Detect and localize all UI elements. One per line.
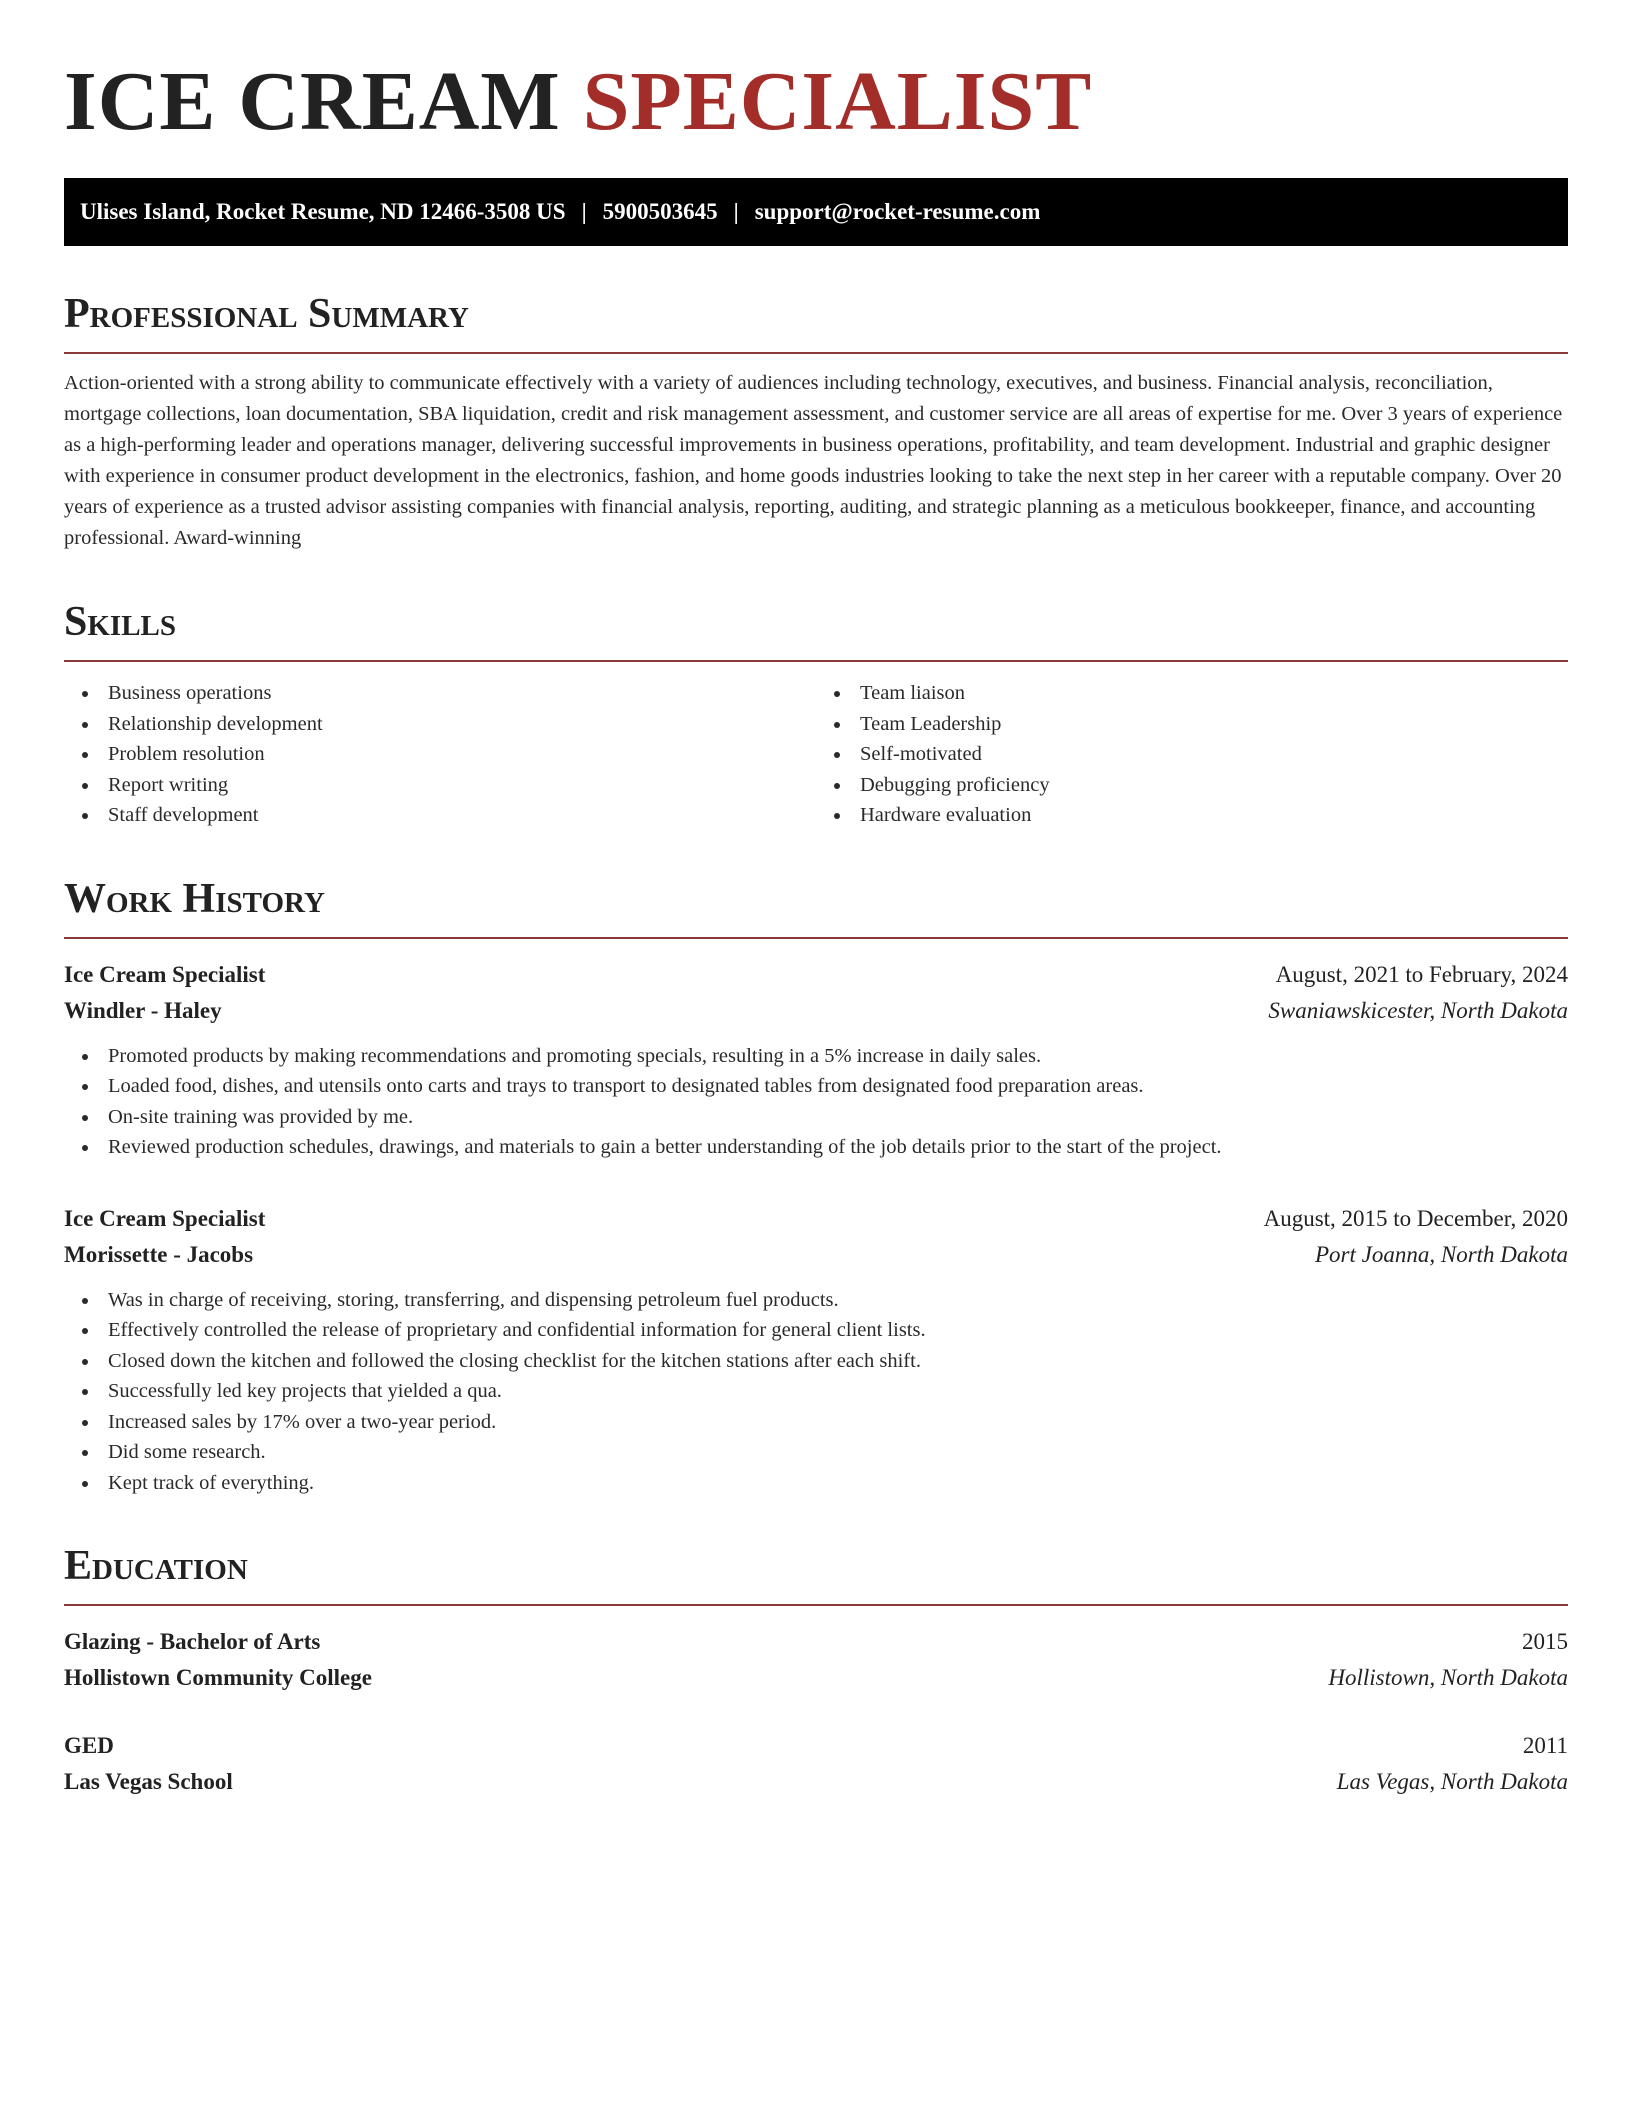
skills-heading: Skills <box>64 598 1568 662</box>
skill-item: Hardware evaluation <box>816 800 1568 831</box>
education-header <box>64 1728 1568 1764</box>
job-duty: Reviewed production schedules, drawings, and materials to gain a better understanding of the job details prior to the start of the project. <box>64 1132 1568 1163</box>
education-subheader <box>64 1764 1568 1800</box>
skill-item: Relationship development <box>64 709 816 740</box>
job-header <box>64 1201 1568 1237</box>
job-location: Port Joanna, North Dakota <box>1315 1241 1568 1267</box>
skills-column-left <box>64 678 816 831</box>
job-entry <box>64 957 1568 1163</box>
job-duty: Did some research. <box>64 1437 1568 1468</box>
education-school: Las Vegas School <box>64 1769 233 1794</box>
title-first: ICE CREAM <box>64 55 561 148</box>
job-location: Swaniawskicester, North Dakota <box>1268 997 1568 1023</box>
education-degree: GED <box>64 1733 114 1758</box>
contact-phone: 5900503645 <box>602 199 718 224</box>
job-dates: August, 2015 to December, 2020 <box>1263 1205 1568 1231</box>
job-subheader <box>64 1237 1568 1273</box>
skill-item: Team Leadership <box>816 709 1568 740</box>
summary-heading: Professional Summary <box>64 290 1568 354</box>
job-company: Windler - Haley <box>64 997 222 1023</box>
skill-item: Report writing <box>64 770 816 801</box>
education-heading: Education <box>64 1542 1568 1606</box>
job-entry <box>64 1201 1568 1499</box>
title-last: SPECIALIST <box>582 55 1093 148</box>
education-year: 2011 <box>1522 1733 1568 1758</box>
education-subheader <box>64 1660 1568 1696</box>
skill-item: Debugging proficiency <box>816 770 1568 801</box>
education-entry <box>64 1624 1568 1696</box>
education-section <box>64 1542 1568 1800</box>
contact-separator: | <box>581 199 587 224</box>
resume-title <box>64 52 1568 152</box>
job-company: Morissette - Jacobs <box>64 1241 254 1267</box>
education-degree: Glazing - Bachelor of Arts <box>64 1629 321 1654</box>
job-position: Ice Cream Specialist <box>64 1205 266 1231</box>
job-duty: On-site training was provided by me. <box>64 1102 1568 1133</box>
skills-list <box>64 678 1568 831</box>
skill-item: Self-motivated <box>816 739 1568 770</box>
work-history-heading: Work History <box>64 875 1568 939</box>
skill-item: Staff development <box>64 800 816 831</box>
skills-section <box>64 598 1568 831</box>
job-dates: August, 2021 to February, 2024 <box>1275 961 1568 987</box>
contact-separator: | <box>733 199 739 224</box>
summary-section <box>64 290 1568 554</box>
skill-item: Business operations <box>64 678 816 709</box>
contact-bar <box>64 178 1568 246</box>
contact-email: support@rocket-resume.com <box>754 199 1041 224</box>
job-duty: Was in charge of receiving, storing, transferring, and dispensing petroleum fuel products. <box>64 1285 1568 1316</box>
job-duty: Loaded food, dishes, and utensils onto carts and trays to transport to designated tables from designated food preparation areas. <box>64 1071 1568 1102</box>
work-history-section <box>64 875 1568 1499</box>
job-subheader <box>64 993 1568 1029</box>
contact-address: Ulises Island, Rocket Resume, ND 12466-3508 US <box>80 199 566 224</box>
job-duty: Promoted products by making recommendations and promoting specials, resulting in a 5% increase in daily sales. <box>64 1041 1568 1072</box>
education-header <box>64 1624 1568 1660</box>
education-location: Las Vegas, North Dakota <box>1336 1769 1568 1794</box>
skill-item: Problem resolution <box>64 739 816 770</box>
education-location: Hollistown, North Dakota <box>1328 1665 1568 1690</box>
skills-column-right <box>816 678 1568 831</box>
job-duties <box>64 1285 1568 1499</box>
education-school: Hollistown Community College <box>64 1665 372 1690</box>
skill-item: Team liaison <box>816 678 1568 709</box>
job-duty: Increased sales by 17% over a two-year period. <box>64 1407 1568 1438</box>
job-duty: Effectively controlled the release of proprietary and confidential information for general client lists. <box>64 1315 1568 1346</box>
job-position: Ice Cream Specialist <box>64 961 266 987</box>
education-year: 2015 <box>1522 1629 1568 1654</box>
job-duty: Kept track of everything. <box>64 1468 1568 1499</box>
job-duties <box>64 1041 1568 1163</box>
summary-text: Action-oriented with a strong ability to communicate effectively with a variety of audiences including technology, executives, and business. Financial analysis, reconciliation, mortgage collections, loan documentation, SBA liquidation, credit and risk management assessment, and customer service are all areas of expertise for me. Over 3 years of experience as a high-performing leader and operations manager, delivering successful improvements in business operations, profitability, and team development. Industrial and graphic designer with experience in consumer product development in the electronics, fashion, and home goods industries looking to take the next step in her career with a reputable company. Over 20 years of experience as a trusted advisor assisting companies with financial analysis, reporting, auditing, and strategic planning as a meticulous bookkeeper, finance, and accounting professional. Award-winning <box>64 372 1563 549</box>
education-entry <box>64 1728 1568 1800</box>
job-duty: Successfully led key projects that yielded a qua. <box>64 1376 1568 1407</box>
job-header <box>64 957 1568 993</box>
job-duty: Closed down the kitchen and followed the closing checklist for the kitchen stations after each shift. <box>64 1346 1568 1377</box>
